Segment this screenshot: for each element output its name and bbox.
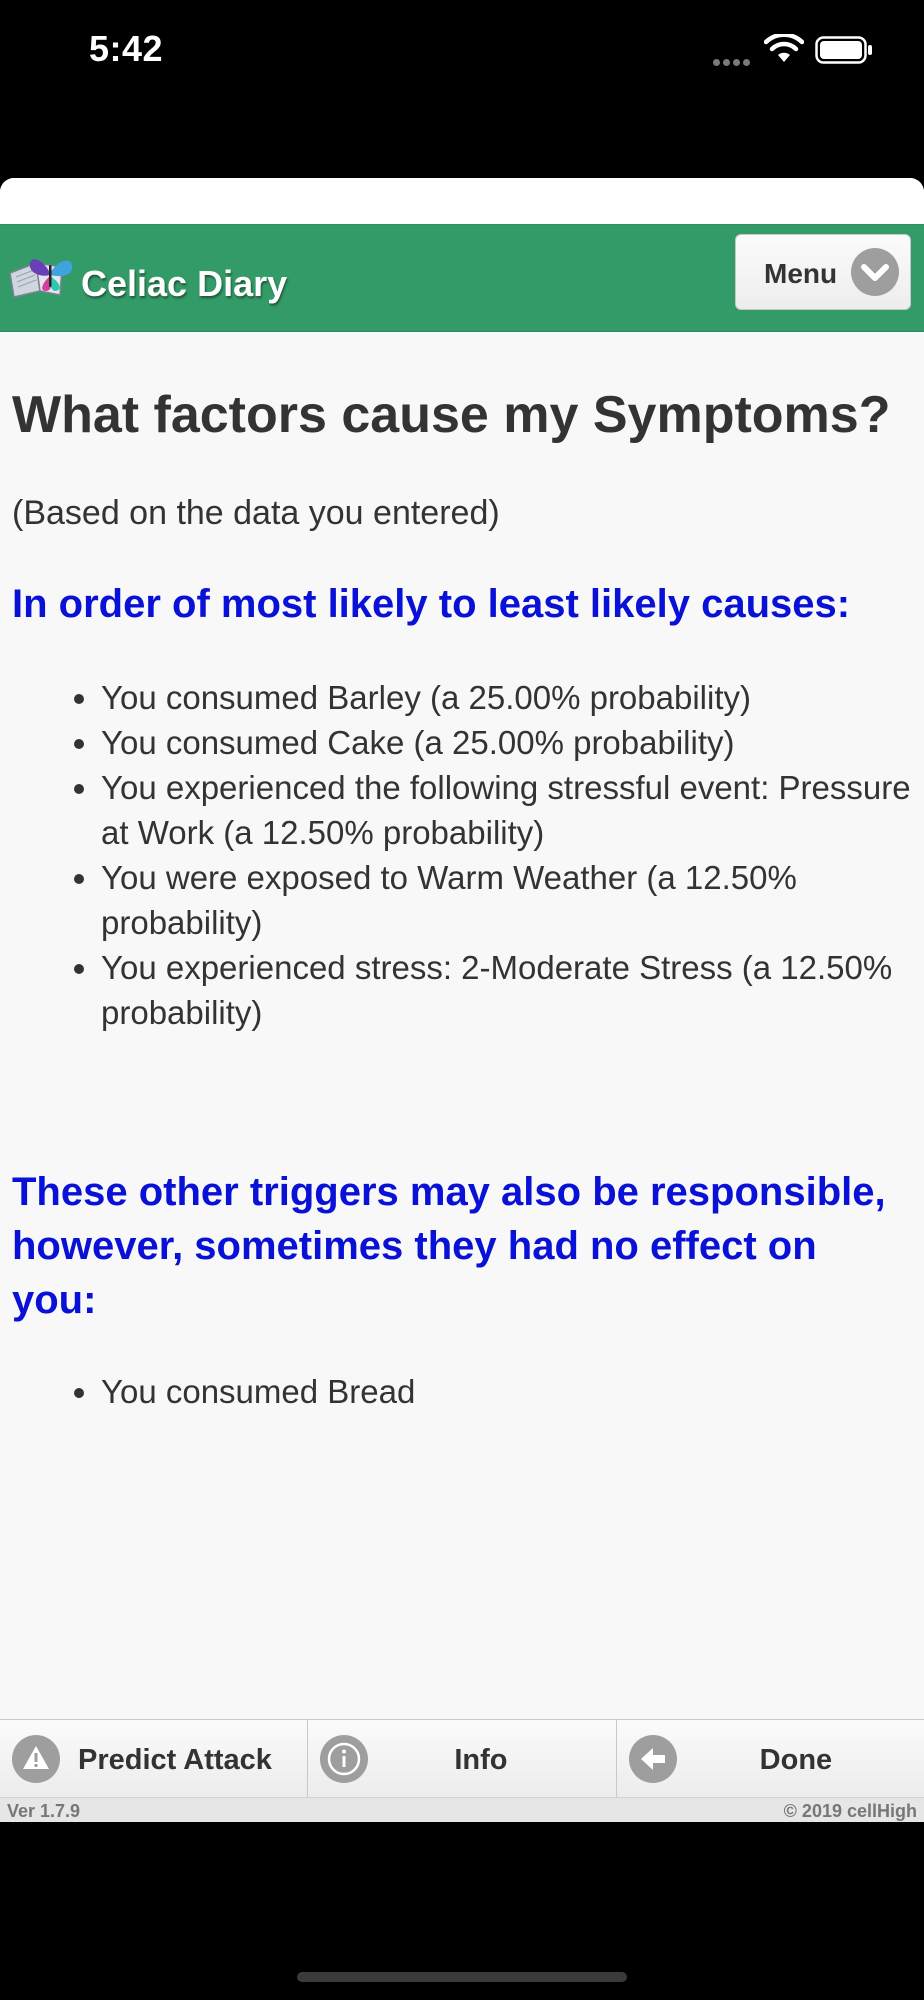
chevron-down-icon	[851, 248, 899, 296]
status-bar	[0, 0, 924, 100]
list-item: • You were exposed to Warm Weather (a 12.50% probability)	[101, 855, 912, 945]
list-item: • You consumed Bread	[101, 1369, 912, 1414]
warning-icon	[12, 1735, 60, 1783]
app-header	[0, 224, 924, 332]
done-button[interactable]	[617, 1720, 924, 1797]
likely-causes-list	[12, 675, 912, 1035]
sheet-top-bar	[0, 178, 924, 224]
app-title: Celiac Diary	[81, 263, 288, 304]
footer	[0, 1719, 924, 1822]
signal-icon	[713, 53, 755, 61]
wifi-icon	[764, 34, 804, 64]
arrow-left-icon	[629, 1735, 677, 1783]
menu-button[interactable]	[735, 234, 911, 310]
battery-icon	[815, 36, 873, 64]
predict-attack-button[interactable]	[0, 1720, 308, 1797]
list-item: • You consumed Barley (a 25.00% probability)	[101, 675, 912, 720]
main-content	[0, 380, 924, 1414]
info-button[interactable]	[308, 1720, 616, 1797]
done-label: Done	[759, 1744, 833, 1776]
menu-label: Menu	[764, 258, 838, 289]
list-item: • You consumed Cake (a 25.00% probability)	[101, 720, 912, 765]
status-time: 5:42	[89, 28, 164, 69]
app-sheet	[0, 178, 924, 1822]
other-triggers-heading: These other triggers may also be responsible, however, sometimes they had no effect on you:	[12, 1170, 886, 1322]
copyright-label: © 2019 cellHigh	[783, 1801, 917, 1821]
likely-causes-heading: In order of most likely to least likely causes:	[12, 582, 851, 626]
info-label: Info	[454, 1744, 508, 1776]
footer-tabbar	[0, 1719, 924, 1797]
other-triggers-list	[12, 1369, 912, 1414]
version-label: Ver 1.7.9	[7, 1801, 81, 1821]
list-item: • You experienced the following stressful event: Pressure at Work (a 12.50% probability)	[101, 765, 912, 855]
predict-attack-label: Predict Attack	[78, 1744, 272, 1776]
page-title: What factors cause my Symptoms?	[12, 386, 891, 444]
butterfly-book-icon	[6, 251, 76, 301]
info-icon	[320, 1735, 368, 1783]
page-subtitle: (Based on the data you entered)	[12, 494, 500, 532]
list-item: • You experienced stress: 2-Moderate Stress (a 12.50% probability)	[101, 945, 912, 1035]
footer-meta	[0, 1797, 924, 1822]
home-indicator[interactable]	[297, 1972, 627, 1982]
